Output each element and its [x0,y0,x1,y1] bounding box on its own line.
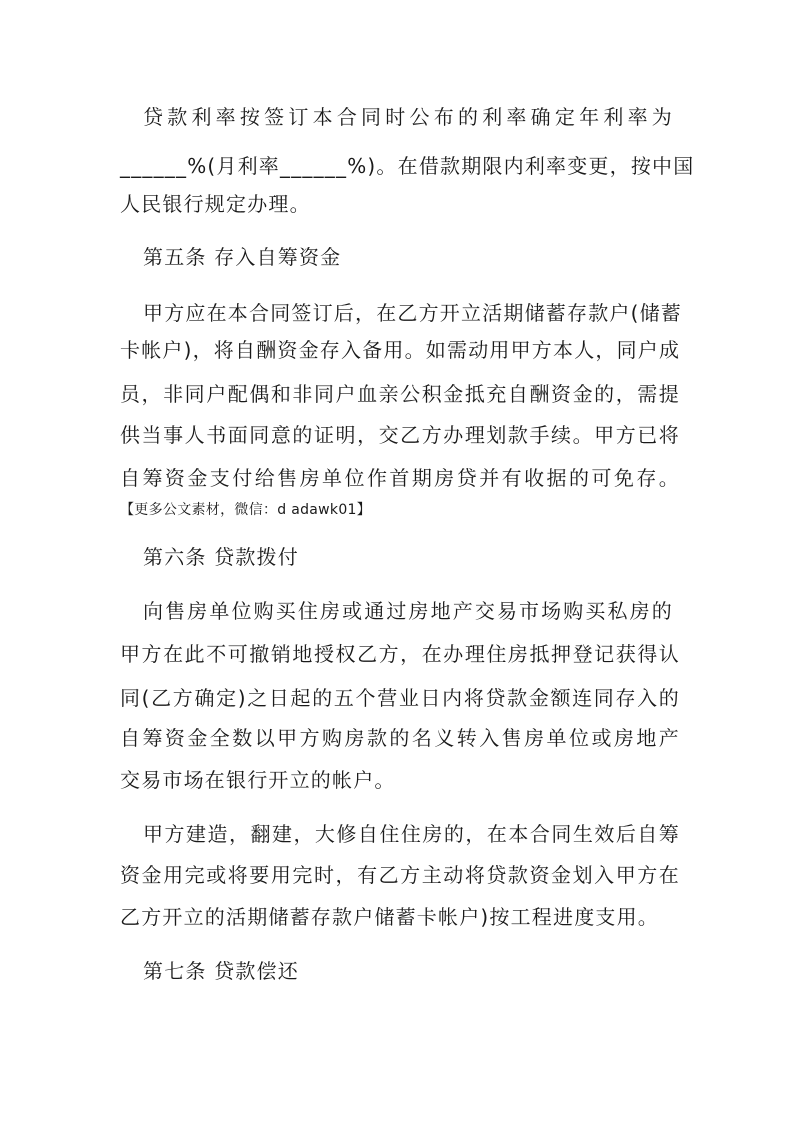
paragraph-2-line-4: 供当事人书面同意的证明，交乙方办理划款手续。甲方已将 [120,423,680,447]
paragraph-4-line-1: 甲方建造，翻建，大修自住住房的，在本合同生效后自筹 [143,822,680,846]
paragraph-2-line-3: 员，非同户配偶和非同户血亲公积金抵充自酬资金的，需提 [120,382,680,406]
paragraph-4-line-2: 资金用完或将要用完时，有乙方主动将贷款资金划入甲方在 [120,863,680,887]
article-7-heading: 第七条 贷款偿还 [143,959,299,983]
article-5-heading: 第五条 存入自筹资金 [143,245,342,269]
promo-note: 【更多公文素材，微信：d adawk01】 [120,502,372,518]
paragraph-1-line-2: ______%(月利率______%)。在借款期限内利率变更，按中国 [120,154,695,178]
paragraph-4-line-3: 乙方开立的活期储蓄存款户储蓄卡帐户)按工程进度支用。 [120,905,660,929]
paragraph-2-line-5: 自筹资金支付给售房单位作首期房贷并有收据的可免存。 [120,466,680,490]
paragraph-2-line-2: 卡帐户)，将自酬资金存入备用。如需动用甲方本人，同户成 [120,338,681,362]
paragraph-1-line-3: 人民银行规定办理。 [120,192,311,216]
paragraph-3-line-4: 自筹资金全数以甲方购房款的名义转入售房单位或房地产 [120,726,680,750]
paragraph-1-line-1: 贷款利率按签订本合同时公布的利率确定年利率为 [143,105,673,129]
paragraph-3-line-3: 同(乙方确定)之日起的五个营业日内将贷款金额连同存入的 [120,686,680,710]
paragraph-2-line-1: 甲方应在本合同签订后，在乙方开立活期储蓄存款户(储蓄 [143,301,683,325]
paragraph-3-line-2: 甲方在此不可撤销地授权乙方，在办理住房抵押登记获得认 [120,642,680,666]
article-6-heading: 第六条 贷款拨付 [143,545,299,569]
paragraph-3-line-5: 交易市场在银行开立的帐户。 [120,768,396,792]
paragraph-3-line-1: 向售房单位购买住房或通过房地产交易市场购买私房的 [143,599,673,623]
